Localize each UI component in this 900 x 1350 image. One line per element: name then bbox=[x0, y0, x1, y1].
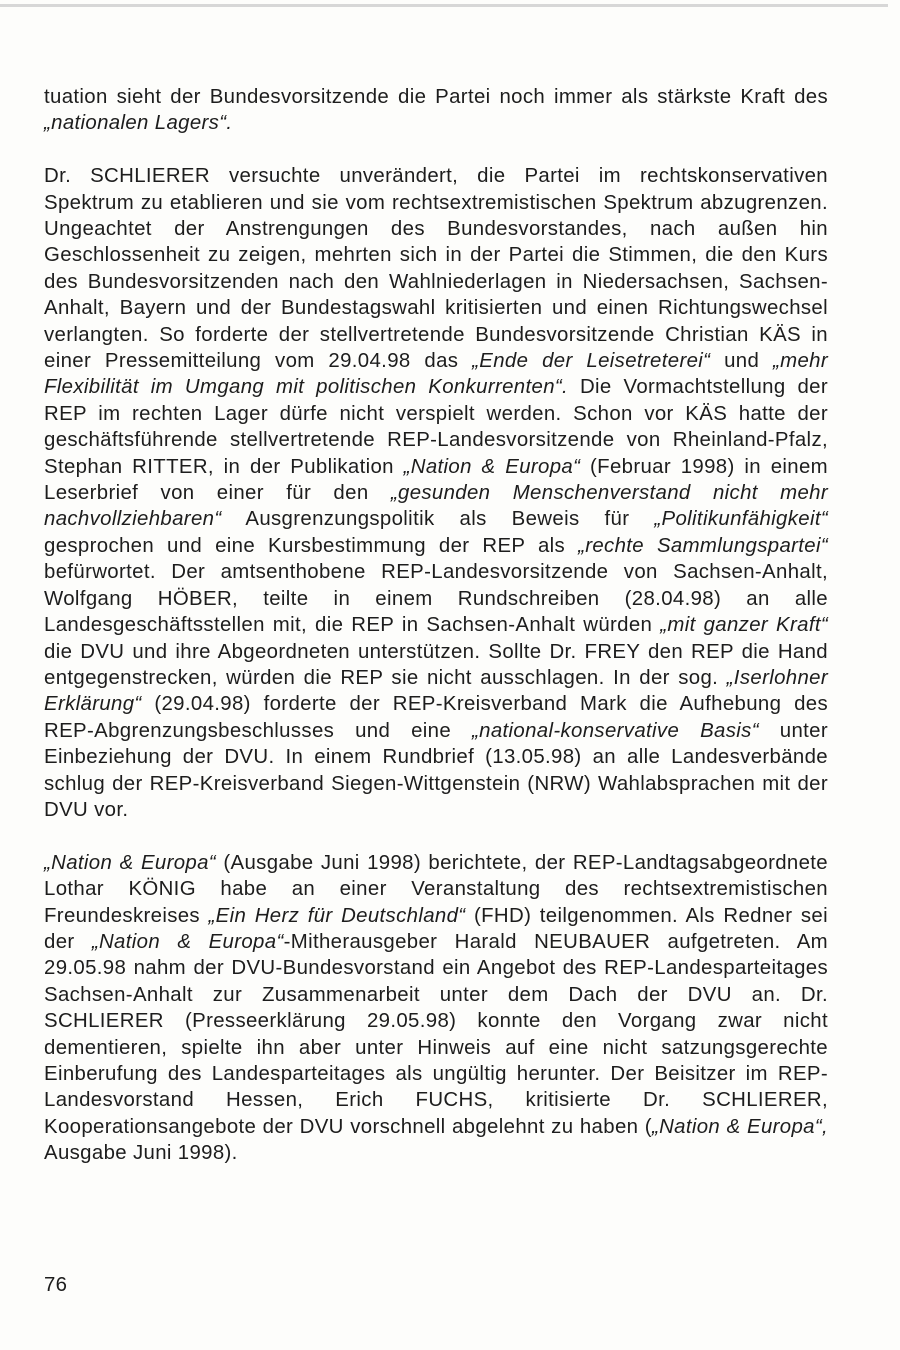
italic-quote: „Ein Herz für Deutschland“ bbox=[208, 904, 466, 927]
italic-quote: „Nation & Europa“ bbox=[403, 455, 581, 478]
text-run: (29.04.98) forderte der REP-Kreisverband Mark die Aufhebung des REP-Abgrenzungsbeschlusses und eine bbox=[44, 693, 828, 742]
text-run: befürwortet. Der amtsenthobene REP-Landesvorsitzende von Sachsen-Anhalt, Wolfgang HÖBER, teilte in einem Rundschreiben (28.04.98) an alle Landesgeschäftsstellen mit, die REP in Sachsen-Anhalt würden bbox=[44, 561, 828, 637]
italic-quote: „Iserlohner Erklärung“ bbox=[44, 666, 828, 716]
text-run: die DVU und ihre Abgeordneten unterstützen. Sollte Dr. FREY den REP die Hand entgegenstrecken, würden die REP sie nicht ausschlagen. In der sog. bbox=[44, 640, 828, 689]
italic-quote: „Nation & Europa“ bbox=[44, 851, 216, 874]
italic-quote: „rechte Sammlungspartei“ bbox=[578, 534, 829, 557]
text-run: -Mitherausgeber Harald NEUBAUER aufgetreten. Am 29.05.98 nahm der DVU-Bundesvorstand ein Angebot des REP-Landesparteitages Sachsen-Anhalt zur Zusammenarbeit unter dem Dach der DVU an. Dr. SCHLIERER (Presseerklärung 29.05.98) konnte den Vorgang zwar nicht dementieren, spielte ihn aber unter Hinweis auf eine nicht satzungsgerechte Einberufung des Landesparteitages als ungültig herunter. Der Beisitzer im REP-Landesvorstand Hessen, Erich FUCHS, kritisierte Dr. SCHLIERER, Kooperationsangebote der DVU vorschnell abgelehnt zu haben ( bbox=[44, 930, 829, 1138]
text-run: (Ausgabe Juni 1998) berichtete, der REP-Landtagsabgeordnete Lothar KÖNIG habe an einer Veranstaltung des rechtsextremistischen Freundeskreises bbox=[44, 851, 828, 927]
top-edge-rule bbox=[0, 4, 888, 7]
text-run: (FHD) teilgenommen. Als Redner sei der bbox=[44, 904, 828, 953]
paragraph bbox=[44, 163, 828, 823]
italic-quote: „Nation & Europa“, bbox=[651, 1115, 829, 1138]
paragraph bbox=[44, 850, 828, 1167]
text-run: unter Einbeziehung der DVU. In einem Rundbrief (13.05.98) an alle Landesverbände schlug der REP-Kreisverband Siegen-Wittgenstein (NRW) Wahlabsprachen mit der DVU vor. bbox=[44, 719, 828, 821]
text-run: tuation sieht der Bundesvorsitzende die Partei noch immer als stärkste Kraft des bbox=[44, 86, 828, 108]
italic-quote: „gesunden Menschenverstand nicht mehr nachvollziehbaren“ bbox=[44, 482, 828, 531]
text-run: Ausgrenzungspolitik als Beweis für bbox=[221, 508, 655, 531]
text-run: gesprochen und eine Kursbestimmung der REP als bbox=[44, 534, 579, 557]
italic-quote: „Ende der Leisetreterei“ bbox=[472, 350, 711, 373]
italic-quote: „nationalen Lagers“. bbox=[44, 112, 233, 135]
italic-quote: „Nation & Europa“ bbox=[91, 930, 284, 953]
italic-quote: „Politikunfähigkeit“ bbox=[654, 508, 828, 531]
italic-quote: „mehr Flexibilität im Umgang mit politischen Konkurrenten“. bbox=[44, 350, 828, 399]
italic-quote: „national-konservative Basis“ bbox=[471, 719, 759, 742]
body-text bbox=[44, 84, 828, 1167]
text-run: Die Vormachtstellung der REP im rechten Lager dürfe nicht verspielt werden. Schon vor KÄS hatte der geschäftsführende stellvertretende REP-Landesvorsitzende von Rheinland-Pfalz, Stephan RITTER, in der Publikation bbox=[44, 376, 828, 478]
text-run: und bbox=[710, 350, 773, 373]
page-number: 76 bbox=[44, 1274, 68, 1296]
text-run: Dr. SCHLIERER versuchte unverändert, die Partei im rechtskonservativen Spektrum zu etablieren und sie vom rechtsextremistischen Spektrum abzugrenzen. Ungeachtet der Anstrengungen des Bundesvorstandes, nach außen hin Geschlossenheit zu zeigen, mehrten sich in der Partei die Stimmen, die den Kurs des Bundesvorsitzenden nach den Wahlniederlagen in Niedersachsen, Sachsen-Anhalt, Bayern und der Bundestagswahl kritisierten und einen Richtungswechsel verlangten. So forderte der stellvertretende Bundesvorsitzende Christian KÄS in einer Pressemitteilung vom 29.04.98 das bbox=[44, 165, 828, 373]
text-run: Ausgabe Juni 1998). bbox=[44, 1142, 238, 1165]
paragraph bbox=[44, 84, 828, 137]
italic-quote: „mit ganzer Kraft“ bbox=[660, 614, 828, 637]
text-run: (Februar 1998) in einem Leserbrief von einer für den bbox=[44, 455, 828, 505]
